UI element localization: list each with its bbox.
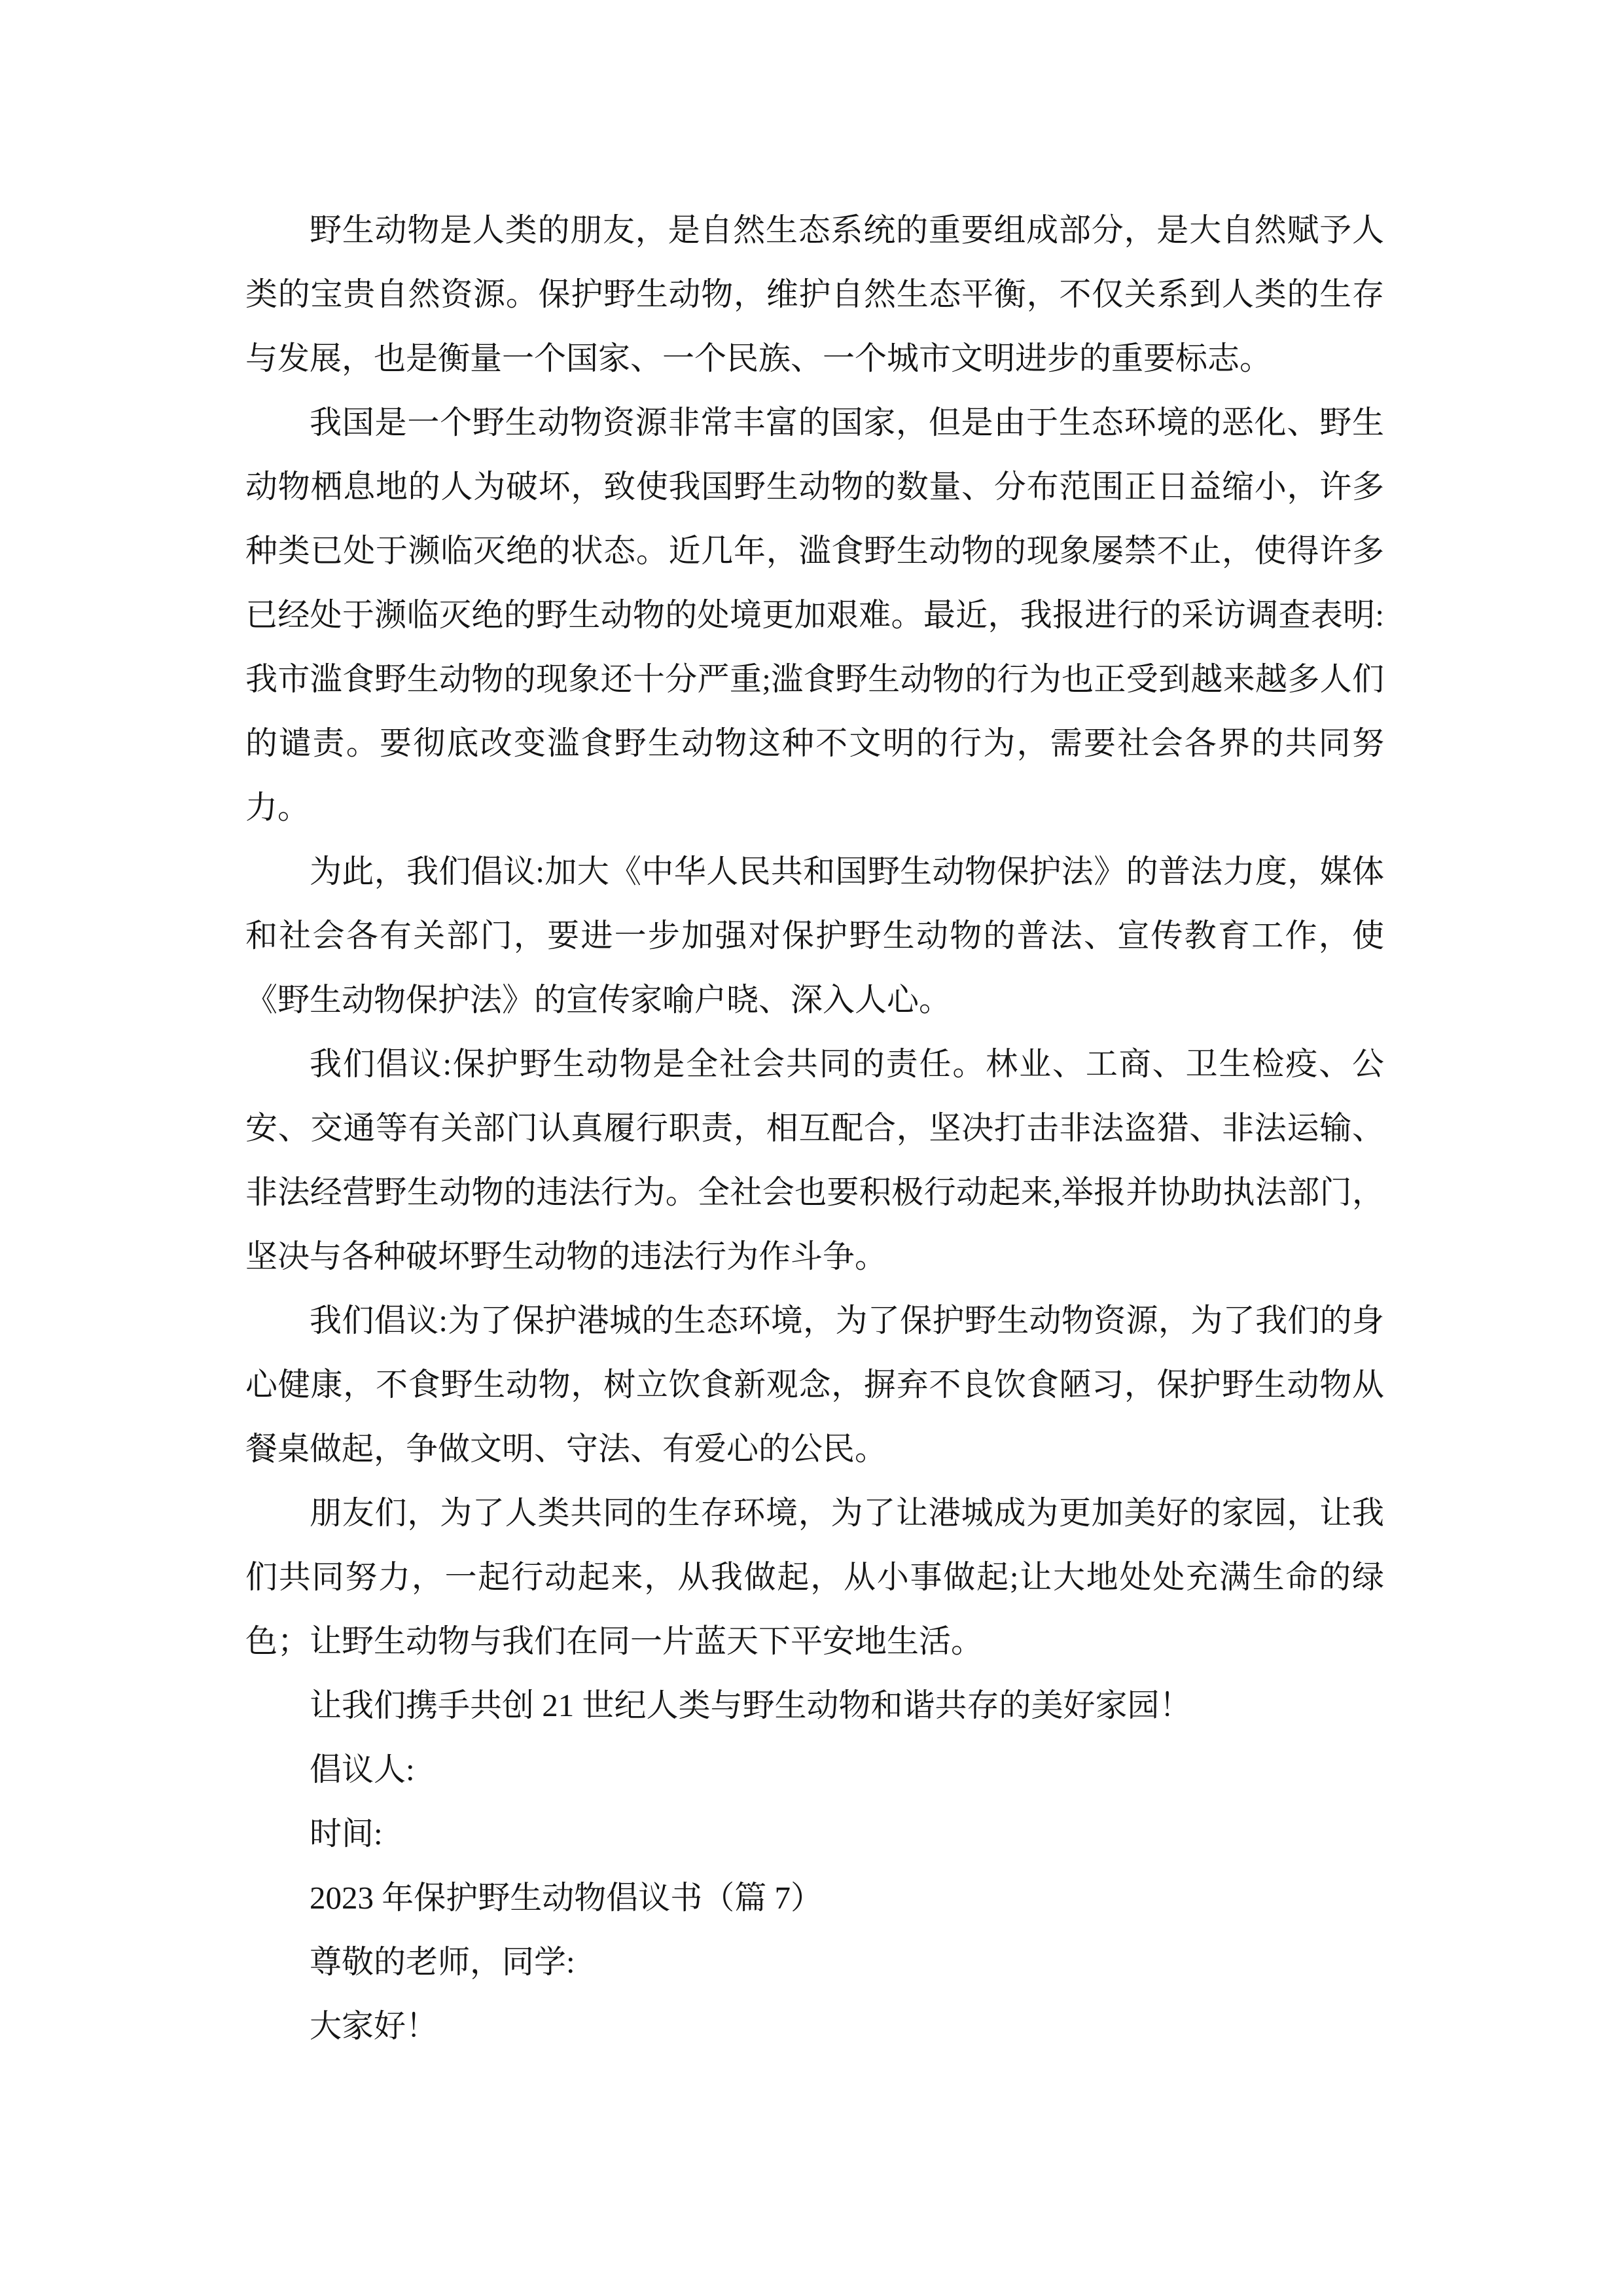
paragraph: 朋友们，为了人类共同的生存环境，为了让港城成为更加美好的家园，让我们共同努力，一起行动起来，从我做起，从小事做起;让大地处处充满生命的绿色；让野生动物与我们在同一片蓝天下平安地生活。 — [245, 1495, 1384, 1659]
paragraph: 大家好！ — [310, 2008, 438, 2044]
paragraph: 时间: — [310, 1816, 383, 1852]
paragraph: 尊敬的老师，同学: — [310, 1944, 575, 1980]
paragraph: 2023 年保护野生动物倡议书（篇 7） — [310, 1880, 823, 1916]
document-body — [245, 198, 1384, 2058]
paragraph: 我国是一个野生动物资源非常丰富的国家，但是由于生态环境的恶化、野生动物栖息地的人为破坏，致使我国野生动物的数量、分布范围正日益缩小，许多种类已处于濒临灭绝的状态。近几年，滥食野生动物的现象屡禁不止，使得许多已经处于濒临灭绝的野生动物的处境更加艰难。最近，我报进行的采访调查表明:我市滥食野生动物的现象还十分严重;滥食野生动物的行为也正受到越来越多人们的谴责。要彻底改变滥食野生动物这种不文明的行为，需要社会各界的共同努力。 — [245, 404, 1384, 825]
paragraph: 我们倡议:为了保护港城的生态环境，为了保护野生动物资源，为了我们的身心健康，不食野生动物，树立饮食新观念，摒弃不良饮食陋习，保护野生动物从餐桌做起，争做文明、守法、有爱心的公民。 — [245, 1302, 1384, 1467]
paragraph: 让我们携手共创 21 世纪人类与野生动物和谐共存的美好家园！ — [310, 1687, 1192, 1723]
paragraph: 倡议人: — [310, 1751, 415, 1787]
paragraph: 野生动物是人类的朋友，是自然生态系统的重要组成部分，是大自然赋予人类的宝贵自然资源。保护野生动物，维护自然生态平衡，不仅关系到人类的生存与发展，也是衡量一个国家、一个民族、一个城市文明进步的重要标志。 — [245, 212, 1384, 376]
paragraph: 为此，我们倡议:加大《中华人民共和国野生动物保护法》的普法力度，媒体和社会各有关部门，要进一步加强对保护野生动物的普法、宣传教育工作，使《野生动物保护法》的宣传家喻户晓、深入人心。 — [245, 853, 1384, 1018]
paragraph: 我们倡议:保护野生动物是全社会共同的责任。林业、工商、卫生检疫、公安、交通等有关部门认真履行职责，相互配合，坚决打击非法盗猎、非法运输、非法经营野生动物的违法行为。全社会也要积极行动起来,举报并协助执法部门，坚决与各种破坏野生动物的违法行为作斗争。 — [245, 1046, 1384, 1274]
